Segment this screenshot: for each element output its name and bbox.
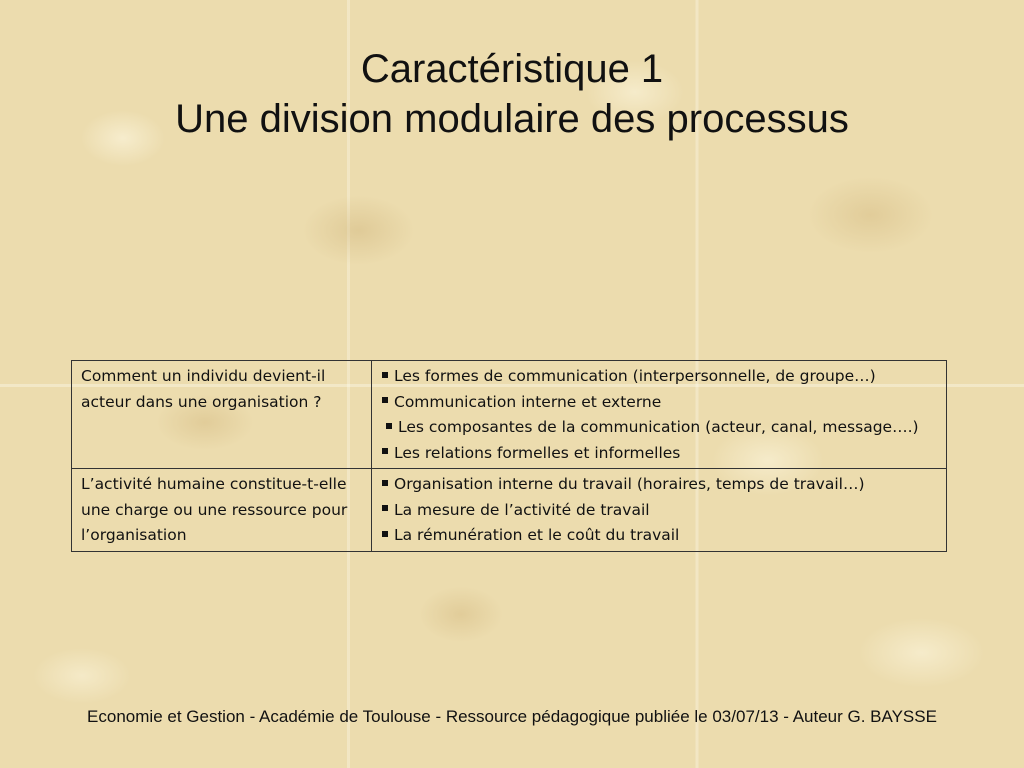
list-item (382, 364, 938, 390)
square-bullet-icon (382, 397, 388, 403)
footer-credit: Economie et Gestion - Académie de Toulouse - Ressource pédagogique publiée le 03/07/13 - Auteur G. BAYSSE (87, 707, 937, 726)
list-item (382, 498, 938, 524)
list-item (382, 390, 938, 416)
list-item (382, 472, 938, 498)
list-item-text: La mesure de l’activité de travail (394, 500, 650, 519)
square-bullet-icon (382, 531, 388, 537)
table-row (72, 469, 947, 552)
list-item-text: Organisation interne du travail (horaires, temps de travail…) (394, 475, 865, 493)
list-item-text: Les formes de communication (interpersonnelle, de groupe…) (394, 367, 876, 385)
slide-title (0, 44, 1024, 144)
square-bullet-icon (382, 448, 388, 454)
question-cell: L’activité humaine constitue-t-elle une charge ou une ressource pour l’organisation (72, 469, 372, 552)
slide-title-line-2: Une division modulaire des processus (175, 97, 849, 141)
question-cell: Comment un individu devient-il acteur dans une organisation ? (72, 361, 372, 469)
square-bullet-icon (382, 480, 388, 486)
slide-title-line-1: Caractéristique 1 (360, 47, 664, 91)
square-bullet-icon (382, 505, 388, 511)
content-table (71, 360, 947, 552)
list-item-text: Communication interne et externe (394, 392, 662, 411)
list-item-text: Les relations formelles et informelles (394, 443, 681, 462)
list-item (382, 523, 938, 549)
list-item-text: Les composantes de la communication (acteur, canal, message….) (398, 418, 919, 436)
square-bullet-icon (382, 372, 388, 378)
square-bullet-icon (386, 423, 392, 429)
list-item (382, 415, 938, 441)
topics-cell (372, 361, 947, 469)
topics-cell (372, 469, 947, 552)
list-item (382, 441, 938, 467)
list-item-text: La rémunération et le coût du travail (394, 526, 680, 544)
table-row (72, 361, 947, 469)
